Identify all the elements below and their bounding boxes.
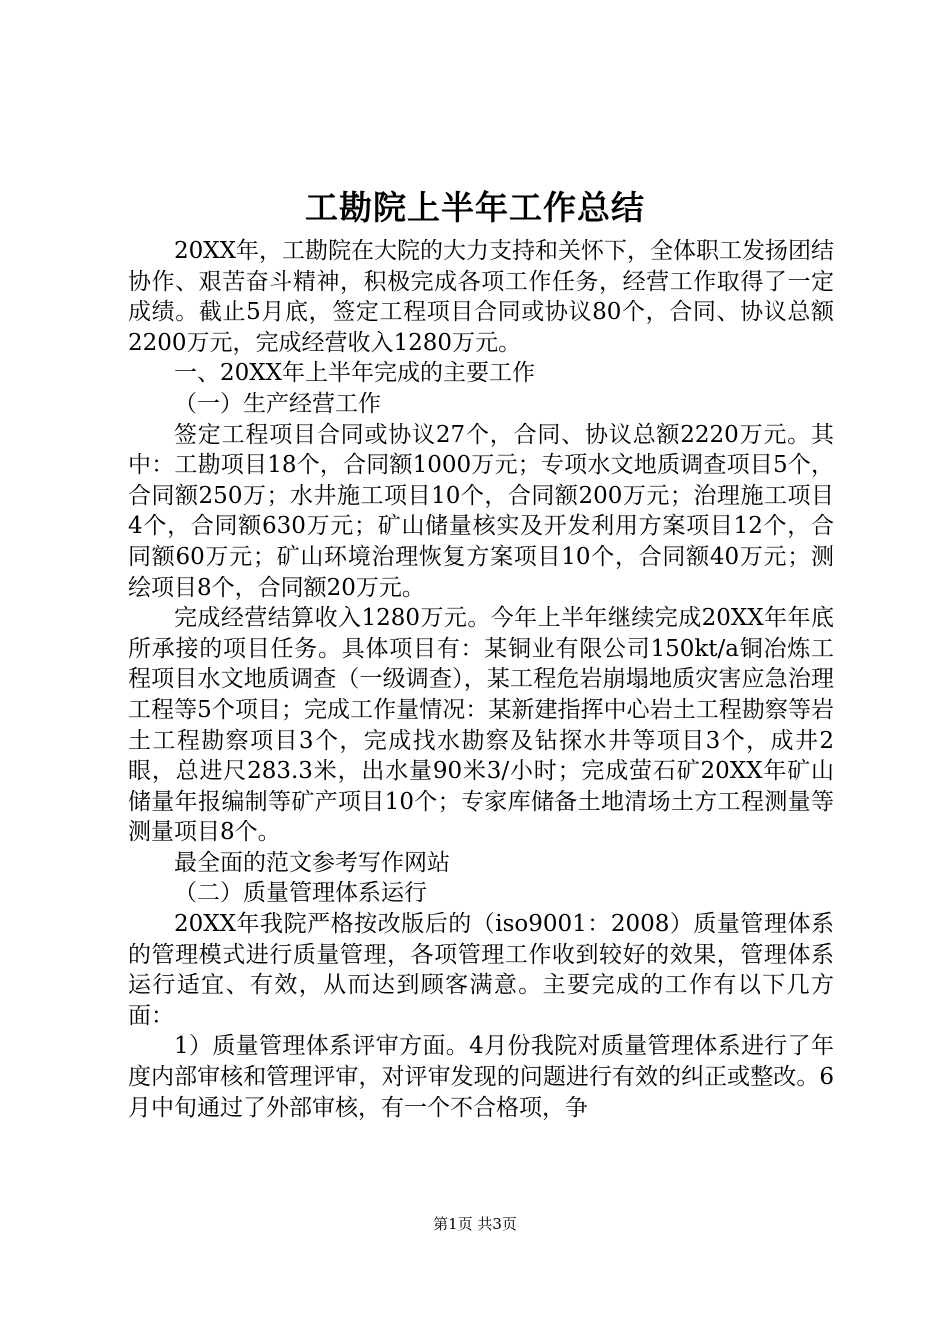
- document-body: [128, 236, 834, 1123]
- quality-paragraph: 20XX年我院严格按改版后的（iso9001：2008）质量管理体系的管理模式进行质量管理，各项管理工作收到较好的效果，管理体系运行适宜、有效，从而达到顾客满意。主要完成的工作有以下几方面：: [128, 911, 834, 1029]
- contracts-paragraph: 签定工程项目合同或协议27个，合同、协议总额2220万元。其中：工勘项目18个，合同额1000万元；专项水文地质调查项目5个，合同额250万；水井施工项目10个，合同额200万元；治理施工项目4个，合同额630万元；矿山储量核实及开发利用方案项目12个，合同额60万元；矿山环境治理恢复方案项目10个，合同额40万元；测绘项目8个，合同额20万元。: [128, 421, 834, 601]
- intro-paragraph: 20XX年，工勘院在大院的大力支持和关怀下，全体职工发扬团结协作、艰苦奋斗精神，积极完成各项工作任务，经营工作取得了一定成绩。截止5月底，签定工程项目合同或协议80个，合同、协议总额2200万元，完成经营收入1280万元。: [128, 238, 835, 356]
- quality-review-paragraph: 1）质量管理体系评审方面。4月份我院对质量管理体系进行了年度内部审核和管理评审，对评审发现的问题进行有效的纠正或整改。6月中旬通过了外部审核，有一个不合格项，争: [128, 1033, 834, 1121]
- website-note: 最全面的范文参考写作网站: [174, 849, 450, 876]
- subsection-heading-quality: （二）质量管理体系运行: [174, 880, 427, 907]
- document-title: 工勘院上半年工作总结: [305, 188, 645, 227]
- page-footer: 第1页 共3页: [433, 1215, 517, 1233]
- section-heading-main-work: 一、20XX年上半年完成的主要工作: [174, 360, 536, 387]
- revenue-paragraph: 完成经营结算收入1280万元。今年上半年继续完成20XX年年底所承接的项目任务。具体项目有：某铜业有限公司150kt/a铜冶炼工程项目水文地质调查（一级调查），某工程危岩崩塌地质灾害应急治理工程等5个项目；完成工作量情况：某新建指挥中心岩土工程勘察等岩土工程勘察项目3个，完成找水勘察及钻探水井等项目3个，成井2眼，总进尺283.3米，出水量90米3/小时；完成萤石矿20XX年矿山储量年报编制等矿产项目10个；专家库储备土地清场土方工程测量等测量项目8个。: [128, 605, 834, 846]
- subsection-heading-production: （一）生产经营工作: [174, 390, 381, 417]
